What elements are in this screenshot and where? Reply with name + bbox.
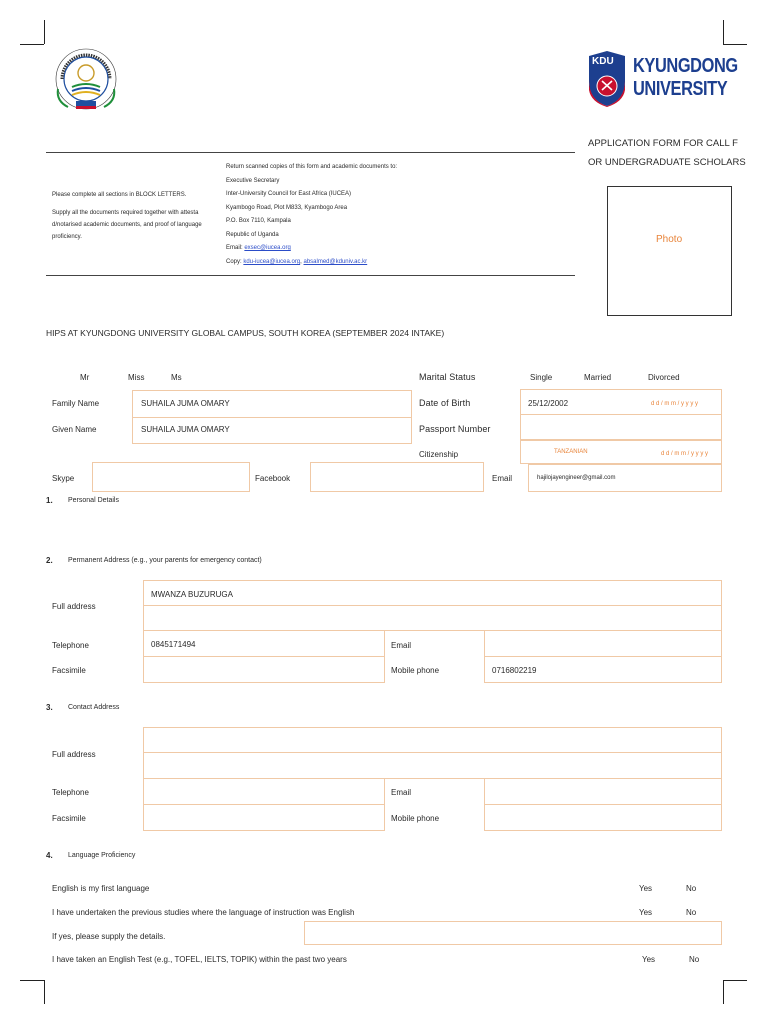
- section-3-number: 3.: [46, 703, 53, 712]
- copy-line: [226, 259, 367, 265]
- q1-yes-option[interactable]: Yes: [639, 884, 653, 893]
- marital-option-divorced[interactable]: Divorced: [648, 373, 680, 382]
- photo-label: Photo: [656, 234, 683, 245]
- q4-no-option[interactable]: No: [689, 955, 700, 964]
- form-title-line1: APPLICATION FORM FOR CALL F: [588, 138, 738, 149]
- section-2-title: Permanent Address (e.g., your parents for emergency contact): [68, 557, 262, 564]
- permanent-mobile-value: 0716802219: [492, 666, 537, 675]
- contact-telephone-field[interactable]: [143, 778, 385, 805]
- citizenship-label: Citizenship: [419, 450, 459, 459]
- contact-telephone-label: Telephone: [52, 788, 89, 797]
- marital-status-label: Marital Status: [419, 372, 476, 382]
- permanent-facsimile-field[interactable]: [143, 656, 385, 683]
- return-line-4: Kyambogo Road, Plot M833, Kyambogo Area: [226, 205, 348, 211]
- title-option-mr[interactable]: Mr: [80, 373, 90, 382]
- title-option-miss[interactable]: Miss: [128, 373, 145, 382]
- q2-no-option[interactable]: No: [686, 908, 697, 917]
- photo-box[interactable]: [607, 186, 732, 316]
- copy-separator: ,: [300, 259, 302, 265]
- skype-field[interactable]: [92, 462, 250, 492]
- family-name-value: SUHAILA JUMA OMARY: [141, 399, 230, 408]
- instruction-line-2: Supply all the documents required together with attesta: [52, 210, 199, 216]
- dob-label: Date of Birth: [419, 398, 471, 408]
- crop-mark-top-right: [723, 20, 724, 44]
- dob-value: 25/12/2002: [528, 399, 569, 408]
- contact-address-field-line2[interactable]: [143, 752, 722, 779]
- section-1-title: Personal Details: [68, 497, 119, 504]
- crop-mark-top-left-h: [20, 44, 44, 45]
- instruction-line-1: Please complete all sections in BLOCK LETTERS.: [52, 192, 187, 198]
- return-line-5: P.O. Box 7110, Kampala: [226, 218, 291, 224]
- crop-mark-bottom-left: [44, 980, 45, 1004]
- citizenship-value: TANZANIAN: [554, 449, 588, 455]
- header-bottom-rule: [46, 275, 575, 276]
- header-top-rule: [46, 152, 575, 153]
- section-3-title: Contact Address: [68, 704, 120, 711]
- kdu-badge-text: KDU: [592, 56, 614, 67]
- section-4-number: 4.: [46, 851, 53, 860]
- form-title-line2: OR UNDERGRADUATE SCHOLARS: [588, 157, 746, 168]
- permanent-facsimile-label: Facsimile: [52, 666, 86, 675]
- university-name-line2: UNIVERSITY: [633, 78, 728, 100]
- contact-address-field-line1[interactable]: [143, 727, 722, 753]
- language-details-field[interactable]: [304, 921, 722, 945]
- personal-email-label: Email: [492, 474, 513, 483]
- q4-yes-option[interactable]: Yes: [642, 955, 656, 964]
- dob-format-hint: d d / m m / y y y y: [651, 401, 699, 407]
- section-1-number: 1.: [46, 496, 53, 505]
- email-link[interactable]: exsec@iucea.org: [244, 245, 291, 251]
- return-line-3: Inter-University Council for East Africa (IUCEA): [226, 191, 352, 197]
- university-name-line1: KYUNGDONG: [633, 55, 738, 77]
- passport-field[interactable]: [520, 414, 722, 440]
- language-question-4: I have taken an English Test (e.g., TOFEL, IELTS, TOPIK) within the past two years: [52, 955, 347, 964]
- skype-label: Skype: [52, 474, 75, 483]
- citizenship-format-hint: d d / m m / y y y y: [661, 451, 709, 457]
- language-question-1: English is my first language: [52, 884, 150, 893]
- crop-mark-top-right-h: [723, 44, 747, 45]
- section-4-title: Language Proficiency: [68, 852, 136, 859]
- personal-email-value: hajilojayengineer@gmail.com: [537, 475, 616, 481]
- copy-link-1[interactable]: kdu-iucea@iucea.org: [243, 259, 301, 265]
- passport-label: Passport Number: [419, 424, 491, 434]
- contact-mobile-field[interactable]: [484, 804, 722, 831]
- copy-link-2[interactable]: absalmed@kduniv.ac.kr: [303, 259, 368, 265]
- contact-mobile-label: Mobile phone: [391, 814, 440, 823]
- crop-mark-bottom-right: [723, 980, 724, 1004]
- given-name-label: Given Name: [52, 425, 97, 434]
- q2-yes-option[interactable]: Yes: [639, 908, 653, 917]
- permanent-email-label: Email: [391, 641, 412, 650]
- email-label: Email:: [226, 245, 243, 251]
- title-option-ms[interactable]: Ms: [171, 373, 182, 382]
- permanent-telephone-value: 0845171494: [151, 640, 196, 649]
- crop-mark-top-left: [44, 20, 45, 44]
- contact-full-address-label: Full address: [52, 750, 96, 759]
- marital-option-single[interactable]: Single: [530, 373, 553, 382]
- crop-mark-bottom-right-h: [723, 980, 747, 981]
- iucea-seal-logo: [50, 45, 122, 113]
- crop-mark-bottom-left-h: [20, 980, 44, 981]
- facebook-field[interactable]: [310, 462, 484, 492]
- marital-option-married[interactable]: Married: [584, 373, 612, 382]
- facebook-label: Facebook: [255, 474, 291, 483]
- permanent-address-value: MWANZA BUZURUGA: [151, 590, 233, 599]
- contact-facsimile-field[interactable]: [143, 804, 385, 831]
- email-line: [226, 245, 291, 251]
- given-name-value: SUHAILA JUMA OMARY: [141, 425, 230, 434]
- copy-label: Copy:: [226, 259, 242, 265]
- section-2-number: 2.: [46, 556, 53, 565]
- contact-email-field[interactable]: [484, 778, 722, 805]
- family-name-label: Family Name: [52, 399, 100, 408]
- permanent-email-field[interactable]: [484, 630, 722, 657]
- q1-no-option[interactable]: No: [686, 884, 697, 893]
- return-line-1: Return scanned copies of this form and academic documents to:: [226, 164, 398, 170]
- permanent-mobile-label: Mobile phone: [391, 666, 440, 675]
- instruction-line-3: d/notarised academic documents, and proof of language: [52, 222, 202, 228]
- return-line-6: Republic of Uganda: [226, 232, 279, 238]
- permanent-telephone-label: Telephone: [52, 641, 89, 650]
- form-subtitle: HIPS AT KYUNGDONG UNIVERSITY GLOBAL CAMPUS, SOUTH KOREA (SEPTEMBER 2024 INTAKE): [46, 328, 445, 338]
- permanent-address-field-line2[interactable]: [143, 605, 722, 631]
- return-line-2: Executive Secretary: [226, 178, 280, 184]
- instruction-line-4: proficiency.: [52, 234, 82, 240]
- contact-facsimile-label: Facsimile: [52, 814, 86, 823]
- contact-email-label: Email: [391, 788, 412, 797]
- language-question-3: If yes, please supply the details.: [52, 932, 166, 941]
- language-question-2: I have undertaken the previous studies where the language of instruction was English: [52, 908, 355, 917]
- permanent-full-address-label: Full address: [52, 602, 96, 611]
